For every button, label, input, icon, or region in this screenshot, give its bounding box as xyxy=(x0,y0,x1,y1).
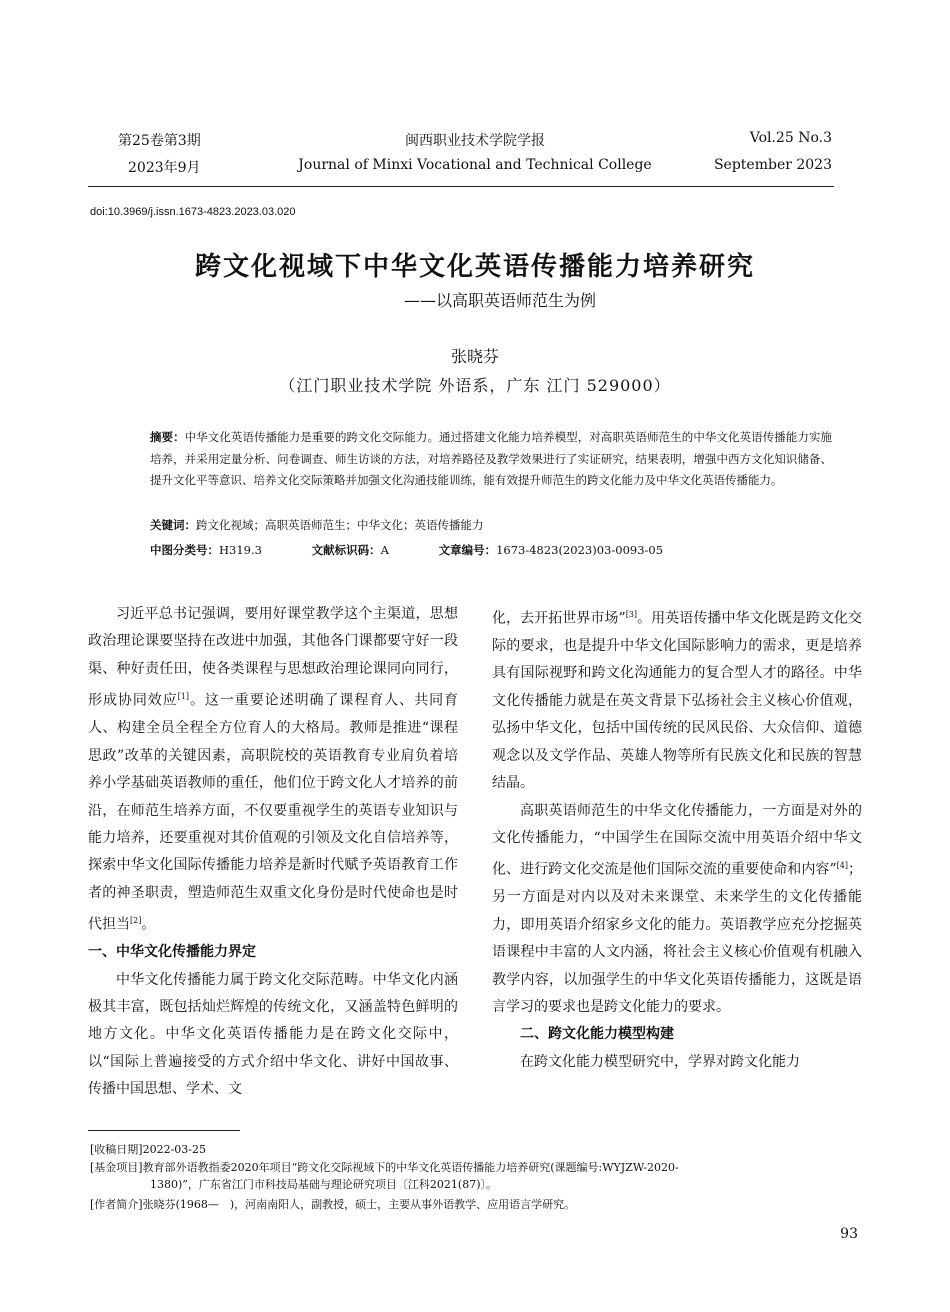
paragraph: 化，去开拓世界市场”[3]。用英语传播中华文化既是跨文化交际的要求，也是提升中华文化国际影响力的需求，更是培养具有国际视野和跨文化沟通能力的复合型人才的路径。中华文化传播能力就是在英文背景下弘扬社会主义核心价值观，弘扬中华文化，包括中国传统的民风民俗、大众信仰、道德观念以及文学作品、英雄人物等所有民族文化和民族的智慧结晶。 xyxy=(492,610,862,792)
clc-label: 中图分类号： xyxy=(150,543,219,557)
article-number-label: 文章编号： xyxy=(438,543,497,557)
abstract-text: 中华文化英语传播能力是重要的跨文化交际能力。通过搭建文化能力培养模型，对高职英语师范生的中华文化英语传播能力实施培养，并采用定量分析、问卷调查、师生访谈的方法，对培养路径及教学效果进行了实证研究，结果表明，增强中西方文化知识储备、提升文化平等意识、培养文化交际策略并加强文化沟通技能训练，能有效提升师范生的跨文化能力及中华文化英语传播能力。 xyxy=(150,430,832,487)
paragraph: 习近平总书记强调，要用好课堂教学这个主渠道，思想政治理论课要坚持在改进中加强，其他各门课都要守好一段渠、种好责任田，使各类课程与思想政治理论课同向同行，形成协同效应[1]。这一重要论述明确了课程育人、共同育人、构建全员全程全方位育人的大格局。教师是推进“课程思政”改革的关键因素，高职院校的英语教育专业肩负着培养小学基础英语教师的重任，他们位于跨文化人才培养的前沿，在师范生培养方面，不仅要重视学生的英语专业知识与能力培养，还要重视对其价值观的引领及文化自信培养等，探索中华文化国际传播能力培养是新时代赋予英语教育工作者的神圣职责，塑造师范生双重文化身份是时代使命也是时代担当[2]。 xyxy=(88,606,459,933)
author: 张晓芬 xyxy=(450,347,499,366)
header-volume-en: Vol.25 No.3 xyxy=(749,130,832,146)
citation: [3] xyxy=(625,610,638,619)
doi: doi:10.3969/j.issn.1673-4823.2023.03.020 xyxy=(90,206,296,218)
keywords-text: 跨文化视域；高职英语师范生；中华文化；英语传播能力 xyxy=(196,518,484,532)
page-number: 93 xyxy=(840,1226,858,1242)
abstract xyxy=(150,427,832,492)
citation: [1] xyxy=(177,692,190,702)
keywords-label: 关键词： xyxy=(150,518,196,532)
doc-code-label: 文献标识码： xyxy=(311,543,381,557)
clc-value: H319.3 xyxy=(219,543,262,557)
left-column xyxy=(88,601,458,1104)
citation: [2] xyxy=(130,916,142,926)
classification xyxy=(150,542,663,558)
article-title: 跨文化视域下中华文化英语传播能力培养研究 xyxy=(194,252,755,282)
doc-code-value: A xyxy=(380,543,389,557)
paragraph: 高职英语师范生的中华文化传播能力，一方面是对外的文化传播能力，“中国学生在国际交流中用英语介绍中华文化、进行跨文化交流是他们国际交流的重要使命和内容”[4]；另一方面是对内以及对未来课堂、未来学生的文化传播能力，即用英语介绍家乡文化的能力。英语教学应充分挖掘英语课程中丰富的人文内涵，将社会主义核心价值观有机融入教学内容，以加强学生的中华文化英语传播能力，这既是语言学习的要求也是跨文化能力的要求。 xyxy=(492,802,862,1015)
header-volume-cn: 第25卷第3期 xyxy=(118,133,201,149)
footnote-rule xyxy=(88,1130,240,1131)
footnote-received: [收稿日期]2022-03-25 xyxy=(90,1143,207,1156)
footnote-fund-line1: [基金项目]教育部外语教指委2020年项目“跨文化交际视域下的中华文化英语传播能力培养研究(课题编号:WYJZW-2020- xyxy=(90,1161,679,1174)
header-date-cn: 2023年9月 xyxy=(128,160,201,176)
header-rule xyxy=(88,186,834,187)
affiliation: （江门职业技术学院 外语系，广东 江门 529000） xyxy=(279,376,671,395)
paragraph: 中华文化传播能力属于跨文化交际范畴。中华文化内涵极其丰富，既包括灿烂辉煌的传统文化，又涵盖特色鲜明的地方文化。中华文化英语传播能力是在跨文化交际中，以“国际上普遍接受的方式介绍中华文化、讲好中国故事、传播中国思想、学术、文 xyxy=(88,971,458,1098)
article-number-value: 1673-4823(2023)03-0093-05 xyxy=(496,543,664,557)
header-journal-cn: 闽西职业技术学院学报 xyxy=(405,133,545,149)
header-date-en: September 2023 xyxy=(713,157,832,173)
article-subtitle: ——以高职英语师范生为例 xyxy=(403,291,596,310)
abstract-label: 摘要： xyxy=(150,430,185,444)
keywords xyxy=(150,517,484,533)
footnote-author-bio: [作者简介]张晓芬(1968— )，河南南阳人，副教授，硕士，主要从事外语教学、应用语言学研究。 xyxy=(90,1198,576,1211)
paragraph: 在跨文化能力模型研究中，学界对跨文化能力 xyxy=(520,1053,800,1070)
footnote-fund-line2: 1380)”，广东省江门市科技局基础与理论研究项目〔江科2021(87)〕。 xyxy=(150,1177,497,1191)
section-heading: 二、跨文化能力模型构建 xyxy=(520,1026,674,1043)
header-journal-en: Journal of Minxi Vocational and Technical College xyxy=(298,157,652,173)
footnote-fund xyxy=(90,1160,835,1193)
section-heading: 一、中华文化传播能力界定 xyxy=(88,944,256,961)
citation: [4] xyxy=(836,861,848,871)
right-column xyxy=(492,601,862,1076)
